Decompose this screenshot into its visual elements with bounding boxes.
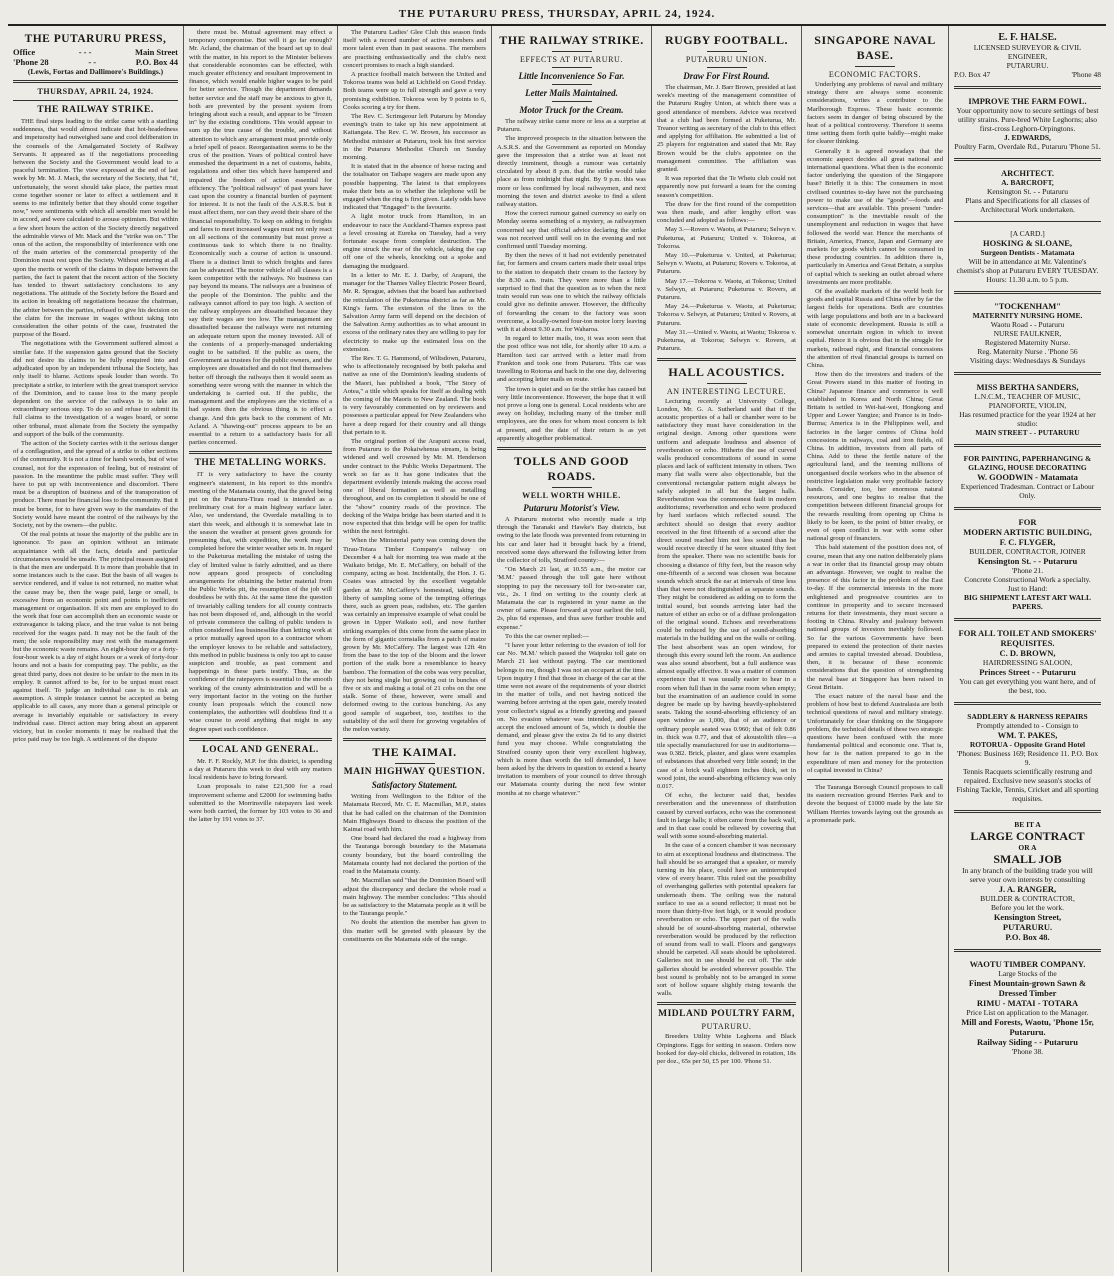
singapore-subhead: ECONOMIC FACTORS.	[828, 70, 922, 79]
ad-body: Tennis Racquets scientifically restrung and repaired. Exclusive new season's stocks of Fishing Tackle, Tennis, Cricket and all sporting requisites.	[956, 767, 1099, 803]
divider	[954, 86, 1101, 89]
ad-name: J. A. RANGER,	[998, 884, 1057, 894]
ad-address: Kensington St. - - Putaruru	[986, 187, 1069, 196]
ad-sanders	[954, 379, 1101, 440]
draw-entry: May 3.—Rovers v. Waotu, at Putaruru; Selwyn v. Puketurua, at Putaruru; United v. Tokoroa, at Tokoroa.	[657, 226, 796, 250]
divider	[954, 444, 1101, 447]
divider	[954, 618, 1101, 621]
ad-name: W. GOODWIN - Matamata	[977, 472, 1078, 482]
ad-place: PUTARURU.	[1006, 61, 1049, 70]
paragraph: The Putaruru Ladies' Glee Club this season finds itself with a record number of active members and more talent even than in past seasons. The members are practising enthusiastically and the club's next concert promises to reach a high standard.	[343, 29, 486, 69]
ad-name: NURSE FAULKNER,	[993, 329, 1062, 338]
ad-name: E. F. HALSE.	[998, 32, 1057, 43]
ad-body: Plans and Specifications for all classes of Architectural Work undertaken.	[965, 196, 1090, 214]
rugby-headline: RUGBY FOOTBALL.	[664, 33, 789, 47]
ad-line: Large Stocks of the	[998, 969, 1057, 978]
divider	[855, 66, 895, 67]
paragraph: It is stated that in the absence of horse racing and the totalisator on Taihape wagers are made upon any possible happening. The latest is that employees make their bets as to whether the telephone will be engaged when the ring is first given. Lately odds have indicated that "Engaged" is the favourite.	[343, 163, 486, 212]
ad-line: Finest Mountain-grown Sawn & Dressed Timber	[968, 978, 1087, 998]
singapore-body	[807, 81, 943, 775]
paragraph: Loan proposals to raise £21,500 for a road improvement scheme and £2000 for swimming baths submitted to the Morrinsville ratepayers last week were both carried, the former by 103 votes to 36 and the latter by 191 votes to 37.	[189, 783, 332, 824]
paragraph: One board had declared the road a highway from the Tauranga borough boundary to the Matamata county boundary, but the board controlling the Matamata county had not declared the portion of the road in the Matamata county.	[343, 835, 486, 876]
ad-barcroft	[954, 165, 1101, 217]
paragraph: This bald statement of the position does not, of course, mean that any one nation deliberately plans a war in order that its financial group may obtain an advantage. However, we ought to realise the presence of this factor in the problem of the East to-day. If the commercial interests in the more enlightened and progressive countries are to continue in prosperity and to secure increased returns for their investments, they must secure a footing in China. Rivalry and jealousy between national groups of investors inevitably followed. So far the various Governments have been prepared to extend the protection of their navies and armies to capital invested abroad. Doubtless, then, it is because of these economic considerations that the question of strengthening the naval base at Singapore has been raised in Great Britain.	[807, 544, 943, 691]
ad-hosking-sloane	[954, 226, 1101, 287]
ad-pakes	[954, 709, 1101, 806]
ad-role: BUILDER & CONTRACTOR,	[980, 894, 1075, 903]
ad-contact	[954, 70, 1101, 79]
poultry-headline: MIDLAND POULTRY FARM,	[658, 1009, 795, 1020]
ad-name: A. BARCROFT,	[1001, 178, 1054, 187]
paragraph: The Rev. T. G. Hammond, of Wiltsdown, Putaruru, who is affectionately recognised by both pakeha and native as one of the Dominion's leading students of the Maori, has published a book, "The Story of Aotea," a title which speaks for itself as dealing with the coming of the Maoris to New Zealand. The book is very favourably commented on by reviewers and possesses a particular appeal for New Zealanders who have a deep regard for their country and all things that pertain to it.	[343, 354, 486, 436]
paragraph: Generally it is agreed nowadays that the economic aspect decides all great national and international questions. What then is the economic factor underlying the question of the Singapore base? Briefly it is this: The consumers in most civilised countries to-day have not the purchasing power to make use of the "goods"—foods and services—that are available. This present "under-consumption" is the inevitable result of the unemployment and reduction in wages that have followed the world war. Hence the merchants of Britain, America, France, Japan and Germany are markets for goods which cannot be consumed in these producing countries. In addition there is, particularly in America and Great Britain, a surplus of capital which is seeking an outlet abroad where investments are more profitable.	[807, 147, 943, 286]
paragraph: The action of the Society carries with it the serious danger of a conflagration, and the spread of a strike to other sections of the community. It is not a time for harsh words, but of wise counsel, not for the expression of feeling, but of restraint of passion. In the meantime the public must suffer. They will have to put up with inconvenience and discomfort. There must be a disruption of business and of the transporation of produce. There must be financial loss to the community. But it must be borne, for to have given way to the mandates of the Society would have meant the control of the railways by the Society, not by the owners—the public.	[13, 439, 178, 529]
paragraph: To this the car owner replied:—	[505, 632, 589, 640]
divider	[552, 487, 592, 488]
divider	[707, 383, 747, 384]
phone-row	[13, 57, 178, 67]
tolls-subhead: WELL WORTH WHILE.	[522, 490, 621, 500]
ad-line: Price List on application to the Manager.	[966, 1008, 1089, 1017]
ad-address: Princes Street - - Putaruru	[979, 667, 1076, 677]
divider	[954, 810, 1101, 813]
divider	[552, 51, 592, 52]
paragraph: No doubt the attention the member has given to this matter will be greeted with pleasure by the constituents on the Matamata side of the range.	[343, 919, 486, 943]
publishers: (Lewis, Fortas and Dallimore's Buildings.)	[27, 67, 164, 76]
paragraph: When the Ministerial party was coming down the Tirau-Totara Timber Company's railway on December 4 a halt for morning tea was made at the Waikato bridge, Mr. E. McCaffery, on behalf of the company, acting as host. Incidentally, the Hon. J. G. Coates was attracted by the excellent vegetable garden at Mr. McCaffery's homestead, taking the liberty of sampling some of the tempting offerings there, such as green peas, radishes, etc. The garden was certainly an impressive example of what could be grown in Upper Waikato soil, and now further striking examples of this come from the same place in the form of gigantic cornstalks from a patch of maize grown by Mr. McCaffery. The largest was 12ft 4in from the base to the top of the bloom and the lower portion of the stalk bore a resemblance to heavy bamboo. The formation of the cobs was very peculiar, they not being single but growing out in bunches of five or six and making a total of 21 cobs on the one stalk. Some of these, however, were small and deformed owing to the curious bunching. As any good sample of sugarbeet, too, testifies to the suitability of the soil there for growing vegetables of the melon variety.	[343, 537, 486, 734]
paragraph: A Putaruru motorist who recently made a trip through the Taranaki and Hawke's Bay districts, but owing to the late floods was prevented from returning in his car and later had it brought back by a friend, received some days afterward the following letter from the collector of tolls, Stratford county:—	[497, 515, 646, 564]
ad-title: FOR ALL TOILET AND SMOKERS' REQUISITES.	[958, 628, 1097, 648]
ad-body: Experienced Tradesman. Contract or Labour Only.	[960, 482, 1095, 500]
ad-phone: 'Phone 21.	[1011, 566, 1044, 575]
paragraph: The exact nature of the naval base and the problem of how best to defend Australasia are both technical questions of naval and military strategy. Unfortunately for clear thinking on the Singapore problem, the technical details of these two strategic questions have been confused with the more fundamental political and economic one. That is, how far is the nation prepared to go in the expenditure of men and money for the protection of capital invested in China?	[807, 693, 943, 774]
divider	[189, 451, 332, 454]
divider	[497, 447, 646, 450]
issue-date: THURSDAY, APRIL 24, 1924.	[37, 87, 154, 96]
divider	[954, 507, 1101, 510]
metalling-headline: THE METALLING WORKS.	[194, 458, 327, 469]
ad-title: FOR PAINTING, PAPERHANGING & GLAZING, HOUSE DECORATING	[963, 454, 1092, 472]
ad-title: SADDLERY & HARNESS REPAIRS	[967, 712, 1088, 721]
paragraph: Of echo, the lecturer said that, besides reverberation and the unevenness of distribution caused by curved surfaces, echo was the commonest fault in large halls; it often came from the back wall, and in that case could be relieved by covering that wall with some sound-absorbing material.	[657, 792, 796, 841]
divider	[343, 738, 486, 741]
ad-name: MISS BERTHA SANDERS,	[976, 382, 1079, 392]
ad-name: J. EDWARDS,	[1004, 133, 1051, 142]
ad-name: WM. T. PAKES,	[997, 730, 1058, 740]
paragraph: IT is very satisfactory to have the county engineer's statement, in his report to this month's meeting of the Matamata county, that the gravel being put on the Putaruru-Tirau road is intended as a preliminary coat for a main highway surface later. Also, we understand, the Overdale metalling is to start this week, and although it is somewhat late in the season the weather at present gives grounds for presuming that, with expedition, the work may be completed before the winter weather sets in. In regard to the Puketurua metalling the mistake of using the clay of limited value is fairly admitted, and as there now appears good prospects of concluding arrangements for obtaining the better material from the Public Works pit, the resumption of the job will doubtless be with this. At the same time the question of invariably calling tenders for all county contracts has not been disposed of, and, although in the world of private commerce the calling of public tenders is often considered less businesslike than letting work at a price mutually agreed upon to a contractor whom the employer knows to be reliable and satisfactory, this method in public business is only too apt to cause suspicion and trouble, as past comment and happenings in these parts testify. Thus, as the confidence of the ratepayers is essential to the smooth working of the county administration and will be a very important factor in the voting on the further county loan proposals which the council now contemplates, the authorities will doubtless find it a wise course to avoid anything that might in any degree upset such confidence.	[189, 471, 332, 733]
kaimai-deck: Satisfactory Statement.	[371, 780, 458, 791]
ad-title: Surgeon Dentists - Matamata	[980, 248, 1075, 257]
ad-just: Just to Hand:	[1007, 584, 1048, 593]
paragraph: How then do the investors and traders of the Great Powers stand in this matter of footing in China? Japanese finance and commerce is well established in Korea and North China; Great Britain is settled in Wei-hai-wei, Hongkong and Upper and Lower Yangtze; and France is in Indo-Burma; America is in the Philippines well, and factories in the larger centres of China hold concessions in railways, coal and iron fields, oil China. In addition, investors from all parts of China. Add to these the fertile nature of the agricultural land, and the teeming millions of unorganised docile workers who in the absence of restrictive legislation make very profitable factory hands. Consider, too, her enormous natural resources, and one begins to realise that the competition between different financial groups for the rewards resulting from opening up China is likely to be keen, to the point of bitter rivalry, or even of open conflict in war with some other national group of financiers.	[807, 371, 943, 543]
paragraph: It was reported that the Te Whetu club could not apparently now put forward a team for the coming season's competition.	[657, 175, 796, 199]
acoustics-headline: HALL ACOUSTICS.	[668, 364, 785, 379]
ad-halse	[954, 29, 1101, 82]
office-dash: - - -	[78, 47, 92, 57]
divider	[807, 779, 943, 780]
ad-reg: Registered Maternity Nurse.	[984, 338, 1071, 347]
ad-title: ARCHITECT.	[1001, 168, 1054, 178]
ad-flyger	[954, 514, 1101, 614]
paragraph: Underlying any problems of naval and military strategy there are always some economic considerations, writes a contributor to the Marlborough Express. These basic economic factors seem in danger of being obscured by the heat of a political controversy. Therefore it seems time setting them forth quite baldly—might make for clearer thinking.	[807, 81, 943, 146]
paragraph: Of the available markets of the world both for goods and capital Russia and China offer by far the largest fields for operations. Both are countries with large populations and both are in a backward state of economic development. Russia is still a somewhat uncertain region in which to invest capital. Hence it is obvious that in the struggle for markets, railroad right, and financial concessions the attention of rival financial groups is turned on China.	[807, 288, 943, 369]
ad-body: Has resumed practice for the year 1924 at her studio:	[959, 410, 1096, 428]
column-4	[492, 26, 652, 1272]
ad-name: F. C. FLYGER,	[999, 537, 1056, 547]
rugby-subhead: PUTARURU UNION.	[685, 55, 768, 64]
ad-role: BUILDER, CONTRACTOR, JOINER	[969, 547, 1086, 556]
ad-for: FOR	[1018, 517, 1037, 527]
metalling-body	[189, 471, 332, 734]
column-6	[802, 26, 949, 1272]
tauranga-body	[807, 784, 943, 825]
strike-deck-2: Letter Mails Maintained.	[525, 88, 618, 98]
strike-deck-1: Little Inconvenience So Far.	[518, 71, 625, 81]
column-2	[184, 26, 338, 1272]
divider	[552, 84, 592, 85]
divider	[13, 100, 178, 101]
column-7-ads	[949, 26, 1106, 1272]
divider	[395, 763, 435, 764]
divider	[954, 372, 1101, 375]
ad-body: Will be in attendance at Mr. Valentine's chemist's shop at Putaruru EVERY TUESDAY.	[956, 257, 1099, 275]
local-news-body	[343, 29, 486, 734]
paragraph: The Rev. C. Scrimgeour left Putaruru by Monday evening's train to take up his new appointment at Kaitangata. The Rev. C. W. Brown, his successor as Methodist minister at Putaruru, took his first service in the Putaruru Methodist Church on Sunday morning.	[343, 113, 486, 162]
divider	[13, 80, 178, 83]
ad-address: Kensington St. - - Putaruru	[977, 556, 1078, 566]
ad-title: LICENSED SURVEYOR & CIVIL ENGINEER,	[973, 43, 1082, 61]
ad-line: SMALL JOB	[993, 852, 1062, 866]
paragraph: Writing from Wellington to the Editor of the Matamata Record, Mr. C. E. Macmillan, M.P., states that he had called on the chairman of the Dominion Main Highways Board to discuss the position of the Kaimai road with him.	[343, 793, 486, 834]
ad-name: HOSKING & SLOANE,	[982, 238, 1073, 248]
ad-shipment: BIG SHIPMENT LATEST ART WALL PAPERS.	[963, 593, 1091, 611]
paragraph: "I have your letter referring to the evasion of toll for car No. 'M.M.' which passed the Waipuku toll gate on March 21 last without paying. The car mentioned belongs to me, though I was not an occupant at the time. Upon inquiry I find that those in charge of the car at the time were not aware of the requirements of your district in the matter of tolls, and not having noticed the warning before arriving at the open gate, merely treated your collector's signal as a friendly greeting and passed on. No evasion whatever was intended, and please accept the enclosed amount of 5s, which is double the demand, and please give the extra 2s 6d to any district fund you may choose. While congratulating the Stratford county upon their very excellent highway, which is more than worth the toll demanded, I have been asked by the drivers in question to extend a hearty invitation to members of your council to drive through our Matamata county during the next few winter months at no charge whatever."	[497, 641, 646, 797]
ad-line: OR A	[1018, 843, 1037, 852]
ad-body: Your opportunity now to secure settings of best utility strains. Pure-bred White Leghorns; also first-cross Leghorn-Orpingtons.	[956, 106, 1099, 133]
ad-box: P.O. Box 47	[954, 70, 991, 79]
draw-entry: May 31.—United v. Waotu, at Waotu; Tokoroa v. Puketurua, at Tokoroa; Selwyn v. Rovers, at Putaruru.	[657, 328, 796, 353]
paragraph: The town is quiet and so far the strike has caused but very little inconvenience. However, the hope that it will not prove a long one is general. Local residents who are away on holiday, including many of the timber mill employees, are the ones for whom most concern is felt at present, and the date of their return is as yet apparently altogether problematical.	[497, 385, 646, 442]
editorial-continued	[189, 29, 332, 447]
divider	[954, 221, 1101, 222]
ad-address: Kensington Street,	[993, 912, 1062, 922]
paragraph: In regard to letter mails, too, it was soon seen that the post office was not idle, for shortly after 10 a.m. a Hamilton taxi car arrived with a letter mail from Frankton and took one from Putaruru. This car was travelling to Rotorua and back in the one day, delivering and accepting letter mails en route.	[497, 335, 646, 384]
draw-entry: May 17.—Tokoroa v. Waotu, at Tokoroa; United v. Selwyn, at Putaruru; Puketurua v. Rovers, at Putaruru.	[657, 277, 796, 302]
draw-entry: May 10.—Puketurua v. United, at Puketurua; Selwyn v. Waotu, at Putaruru; Rovers v. Tokoroa, at Putaruru.	[657, 252, 796, 276]
column-1	[8, 26, 184, 1272]
ad-address: Poultry Farm, Overdale Rd., Putaruru 'Phone 51.	[954, 142, 1101, 151]
paragraph: THE final steps leading to the strike came with a startling suddenness, that would almost indicate that hot-headedness and impetuosity had outweighed sane and cool deliberation in the counsels of the Amalgamated Society of Railway Servants. It appeared as if the negotiations proceeding between the Society and the Government would lead to a peaceful termination. The view expressed at the end of last week by Mr. M. J. Mack, the secretary of the Society, that "if, unfortunately, the worst should take place, the parties must come together sooner or later to effect a settlement and it seems to me infinitely better that they should come together now," were sentiments with which all sensible men would be in accord, and were calculated to arouse optimism. But within a few short hours the action of the Society directly negatived the admirable views of Mr. Mack and the "strike was on." The onus of the action, the responsibility of interference with one of the main arteries of the commercial prosperity of the Dominion must rest upon the Society. Without entering at all upon the merits or worth of the claims in dispute between the parties, the fact is patent that the recent action of the Society has tended to thwart satisfactory conclusions to any negotiations. The attitude of the Society before the Board and its action in breaking off negotiations because the chairman, the arbiter between the parties, refused to give his decision on the claim for the increase in wages without taking into consideration the other points of the case, frustrated the purpose of the Board.	[13, 118, 178, 339]
ad-phone: 'Phone 48	[1071, 70, 1101, 79]
ad-title: L.N.C.M., TEACHER OF MUSIC, PIANOFORTE, VIOLIN,	[974, 392, 1081, 410]
draw-entry: May 24.—Puketurua v. Waotu, at Puketurua; Tokoroa v. Selwyn, at Putaruru; United v. Rovers, at Putaruru.	[657, 303, 796, 327]
ad-visiting: Visiting days: Wednesdays & Sundays	[969, 356, 1086, 365]
paragraph: Mr. F. F. Rockly, M.P. for this district, is spending a day at Putaruru this week to deal with any matters local residents have to bring forward.	[189, 757, 332, 782]
divider	[657, 1002, 796, 1005]
kaimai-headline: THE KAIMAI.	[372, 745, 457, 760]
strike-deck-3: Motor Truck for the Cream.	[519, 105, 624, 115]
ad-title: "TOCKENHAM"	[994, 301, 1061, 311]
tolls-body	[497, 516, 646, 798]
divider	[954, 158, 1101, 161]
ad-address: ROTORUA - Opposite Grand Hotel	[969, 740, 1086, 749]
ad-line: Railway Siding - - Putaruru	[976, 1037, 1079, 1047]
ad-name: C. D. BROWN,	[999, 648, 1056, 658]
paragraph: Mr. Macmillan said "that the Dominion Board will adjust the discrepancy and declare the whole road a main highway. The member concludes: "This should be as satisfactory to the Matamata people as it will be to the Tauranga people."	[343, 877, 486, 918]
ad-phone: 'Phones: Business 169; Residence 11. P.O. Box 9.	[956, 749, 1099, 767]
paragraph: In a letter to Mr. E. J. Darby, of Arapuni, the manager for the Thames Valley Electric Power Board, Mr. R. Sprague, advises that the board has authorised the reticulation of the Puketurua district as far as Mr. King's farm. The extension of the lines to the Salvation Army farm will depend on the decision of the Salvation Army authorities as to what amount in excess of the ordinary rates they are willing to pay for electricity to make up the estimated loss on the extension.	[343, 271, 486, 353]
paragraph: A light motor truck from Hamilton, in an endeavour to race the Auckland-Thames express past a level crossing at Eureka on Tuesday, had a very fortunate escape from complete destruction. The engine struck the rear of the vehicle, taking the cap off one of the wheels, knocking out a spoke and damaging the mudguard.	[343, 213, 486, 270]
rugby-deck: Draw For First Round.	[683, 71, 770, 81]
ad-subtitle: MATERNITY NURSING HOME.	[972, 311, 1083, 320]
ad-role: HAIRDRESSING SALOON,	[982, 658, 1073, 667]
editorial-headline: THE RAILWAY STRIKE.	[37, 105, 154, 115]
tolls-deck: Putaruru Motorist's View.	[523, 502, 620, 513]
phone-label: 'Phone 28	[13, 57, 49, 67]
ad-ranger	[954, 817, 1101, 945]
paragraph: In the case of a concert chamber it was necessary to aim at exceptional loudness and distinctness. The hall should be so arranged that a speaker, or merely turning in his place, could have an uninterrupted view of every hearer. This ruled out the possibility of overhanging galleries with potential speakers far underneath them. The ceiling was the natural surface to use as a sound reflector; it must not be more than thirty-five feet high, or it would produce reverberation or echo. The upper part of the walls should be of sound-absorbing material, otherwise reverberation would be produced by the reflection of sound from wall to wall. Floors and gangways should be carpeted. All seats should be upholstered. Galleries not in use should be cut off. The side galleries should be avoided wherever possible. The best sound is probably not to be arranged in some sort of hollow square slightly rising towards the walls.	[657, 842, 796, 998]
ad-line: Mill and Forests, Waotu, 'Phone 15r, Putaruru.	[961, 1017, 1094, 1037]
ad-subtitle: MODERN ARTISTIC BUILDING,	[963, 527, 1092, 537]
paragraph: The draw for the first round of the competition was then made, and after lengthy effort was concluded and adopted as follows:—	[657, 200, 796, 225]
ad-line: 'Phone 38.	[1011, 1047, 1044, 1056]
ad-title: IMPROVE THE FARM FOWL.	[968, 96, 1087, 106]
paragraph: How the correct rumour gained currency so early on Monday seems something of a mystery, as railwaymen concerned say that official advice declaring the strike was not received until well on in the evening and not confirmed until Tuesday morning.	[497, 210, 646, 251]
singapore-headline: SINGAPORE NAVAL BASE.	[814, 33, 936, 62]
ad-hours: Hours: 11.30 a.m. to 5 p.m.	[986, 275, 1069, 284]
paragraph: The Tauranga Borough Council proposes to call its eastern recreation ground Herries Park and to devote the bequest of £1000 made by the late Sir William Herries towards laying out the grounds as a promenade park.	[807, 784, 943, 824]
acoustics-subhead: AN INTERESTING LECTURE.	[666, 386, 787, 396]
ad-line: RIMU - MATAI - TOTARA	[976, 998, 1079, 1008]
paragraph: A practice football match between the United and Tokoroa teams was held at Lichfield on Good Friday. Both teams were up to full strength and gave a very promising exhibition. Tokoroa won by 9 points to 6, Cooks scoring a try for them.	[343, 71, 486, 111]
ad-card: [A CARD.]	[1010, 229, 1045, 238]
paragraph: The chairman, Mr. J. Barr Brown, presided at last week's meeting of the management committee of the Putaruru Rugby Union, at which there was a good attendance of members. Advice was received that a club had been formed at Puketurua, Mr. Treanor writing as secretary of the club to this effect and applying for affiliation. He submitted a list of 25 players for registration and stated that Mr. Ray Brown would be the club's appointee on the management committee. The affiliation was granted.	[657, 84, 796, 174]
local-general-headline: LOCAL AND GENERAL.	[202, 744, 319, 755]
rugby-body	[657, 84, 796, 354]
paragraph: Of the real points at issue the majority of the public are in ignorance. To pass an opinion without an intimate acquaintance with all the facts, details and particular circumstances would be unsafe. The principal reason assigned is that the men are underpaid. It is more than probable that in some instances such is the case. But the basis of all wages is service rendered, and if value is not returned, no matter what the cause may be, then the wage paid, large or small, is excessive from an economic point and points to inefficient management or organisation. If six men are employed to do the work that four can accomplish then an economic waste or extravagance is taking place, and the true value is not being received for the wages paid. It may not be the fault of the men; the sole responsibility may rest with the management but the economic waste remains. An eight-hour day or a forty-four-hour week is a day of eight hours or a week of forty-four hours and not a basis for computing pay. The public, as the great third party, does not desire to be unfair to the men in its employ. It cannot afford to be, for to be unjust must react against itself. To judge an individual case is to risk an assumption. A simple instance cannot be accepted as being applicable to all cases, any more than a general principle or average is invariably equitable or satisfactory in every individual case. Direct action may bring about an apparent victory, but in cooler moments it may be realised that the price paid may be too high. A settlement of the dispute	[13, 531, 178, 744]
poultry-body	[657, 1033, 796, 1066]
editorial-body	[13, 118, 178, 744]
divider	[552, 101, 592, 102]
ad-phone: Reg. Maternity Nurse . 'Phone 56	[977, 347, 1078, 356]
ad-title: WAOTU TIMBER COMPANY.	[969, 959, 1086, 969]
ad-box: P.O. Box 48.	[1005, 932, 1050, 942]
phone-value: P.O. Box 44	[135, 57, 178, 67]
divider	[189, 738, 332, 741]
office-value: Main Street	[134, 47, 178, 57]
paragraph: The improved prospects in the situation between the A.S.R.S. and the Government as reported on Monday gave the impression that a strike was at least not directly imminent, though a rumour was certainly circulated by about 8 p.m. that the strike would take place as from midnight that night. By 9 p.m. this was more or less confirmed by local railwaymen, and next morning the town and district awoke to find a silent railway station.	[497, 135, 646, 209]
ad-body: You can get everything you want here, and of the best, too.	[959, 677, 1096, 695]
paragraph: "On March 21 last, at 10.55 a.m., the motor car 'M.M.' passed through the toll gate here without stopping to pay the necessary toll for two-seater car, viz., 2s. I find on writing to the county clerk at Matamata the car is registered in your name as the owner of same. Please forward at your earliest the toll, 2s, plus 6d expenses, and thus save further trouble and expense."	[497, 566, 646, 631]
office-label: Office	[13, 47, 36, 57]
tolls-headline: TOLLS AND GOOD ROADS.	[514, 453, 629, 483]
divider	[954, 702, 1101, 705]
divider	[657, 358, 796, 361]
ad-brown	[954, 625, 1101, 698]
columns	[8, 26, 1106, 1272]
paragraph: The negotiations with the Government suffered almost a similar fate. If the suspension gains ground that the Society did not desire its claims to be fully enquired into and adjudicated upon by an independent tribunal the Society, has only itself to blame. Actions speak louder than words. To precipitate a strike, to interfere with the great transport service of the Dominion, and to cause loss to the many people dependent on the service of the railways is to take an extraordinary serious step. To do so and refuse to submit its full claims to the investigation of a wages board, or some other tribunal, must alienate from the Society the sympathy and support of the bulk of the community.	[13, 340, 178, 438]
strike-headline: THE RAILWAY STRIKE.	[499, 33, 644, 47]
ad-line: LARGE CONTRACT	[970, 829, 1085, 843]
ad-body: In any branch of the building trade you will serve your own interests by consulting	[962, 866, 1093, 884]
divider	[552, 67, 592, 68]
paragraph: there must be. Mutual agreement may effect a temporary compromise. But will it go far enough? Mr. Acland, the chairman of the board set up to deal with the matter, in his report to the Minister believes that considerable economies can be effected, with much greater efficiency and resultant improvement in finance, which would enable higher wages to be paid for better service. Though the department demands better service and the staff may be anxious to give it, both are prevented by the present system from bringing about such a result, and appear to be "frozen in" by the existing conditions. This would appear to sum up the true cause of the trouble, and without attention to which any arrangement must provide only a brief spell of peace. Reorganisation seems to be the crux of the position. Years of political control have enmeshed the department in a net of customs, habits, regulations and other ties which have hampered and impaired the freedom of action essential for efficiency. The "political railways" of past years have cast upon the country a financial burden of payment for interest. It is not the fault of the A.S.R.S. but it must affect them, nor can they avoid their share of the financial responsibility. To keep on adding to freights and fares to meet increased wages must not only react on all sections of the community but must prove a continuous task to which there is no finality. Economically such a course of action is unsound. There is a distinct limit to which freights and fares can be advanced. The motor vehicle of all classes is a keen competitor with the railways. No business can pay beyond its means. The railways are a business of the people of the Dominion. The public and the railways cannot afford to pay too high. A section of the railway employees are dissatisfied because they say their wages are too low. The management are dissatisfied because the railways were not returning an adequate return upon the money invested. All of the contents of a properly-managed undertaking ought to be satisfied. If the public as users, the Government as trustees for the public owners, and the employees are dissatisfied and do not find themselves better off through the railways then it would seem as something were wrong with the manner in which the undertaking is carried out. If the public, the management and the employees are the victims of a bad system then the obvious thing is to effect a change. And this gets back to the comment of Mr. Acland. A "thawing-out" process appears to be an essential to a return to a satisfactory basis for all parties concerned.	[189, 29, 333, 447]
ad-address: MAIN STREET - - PUTARURU	[975, 428, 1080, 437]
divider	[707, 67, 747, 68]
ad-goodwin	[954, 451, 1101, 503]
poultry-subhead: PUTARURU.	[701, 1022, 752, 1032]
strike-subhead: EFFECTS AT PUTARURU.	[519, 55, 623, 64]
column-5	[652, 26, 802, 1272]
kaimai-subhead: MAIN HIGHWAY QUESTION.	[343, 767, 486, 778]
ad-tockenham	[954, 298, 1101, 368]
paragraph: By then the news of it had not evidently penetrated far, for farmers and cream carters made their usual trips to the station to despatch their cream to the factory by the 8.30 a.m. train. They were more than a little surprised to find that the question as to when the next train would run was one to which the railway officials could give no definite answer. However, the difficulty of forwarding the cream to the factory was soon overcome, a locally-owned four-ton motor lorry leaving with it at about 9.30 a.m. for Waharoa.	[497, 252, 646, 334]
ad-address: PUTARURU.	[1002, 922, 1053, 932]
ad-body: Concrete Constructional Work a specialty.	[964, 575, 1091, 584]
ad-waotu-timber	[954, 956, 1101, 1059]
ad-subtitle: Promptly attended to - Consign to	[976, 721, 1079, 730]
ad-note: Before you let the work.	[990, 903, 1065, 912]
phone-dash: - -	[88, 57, 97, 67]
local-general-body	[189, 758, 332, 825]
paragraph: The original portion of the Arapuni access road, from Putaruru to the Pokaiwhenua stream, is being widened and well crowned by Mr. M. Henderson under contract to the Public Works Department. The work so far as it has gone indicates that the department evidently intends making the access road one of liberal formation as well as metalling throughout, and on its completion it should be one of the "show" country roads of the province. The decking of the Waipa bridge has been started and it is now expected that this bridge will be open for traffic within the next fortnight.	[343, 437, 486, 536]
divider	[954, 291, 1101, 294]
ad-edwards	[954, 93, 1101, 154]
acoustics-body	[657, 398, 796, 999]
office-row	[13, 47, 178, 57]
kaimai-body	[343, 793, 486, 944]
paragraph: The railway strike came more or less as a surprise at Putaruru.	[497, 118, 646, 134]
paper-name: THE PUTARURU PRESS,	[24, 33, 167, 45]
column-3	[338, 26, 492, 1272]
ad-line: BE IT A	[1014, 820, 1041, 829]
masthead: THE PUTARURU PRESS, THURSDAY, APRIL 24, 1924.	[8, 4, 1106, 26]
paragraph: Breeders Utility White Leghorns and Black Orpingtons. Eggs for setting in season. Orders now booked for day-old chicks, delivered in rotation, 18s per doz., 65s per 50, £5 per 100. 'Phone 51.	[657, 1033, 796, 1065]
divider	[707, 51, 747, 52]
strike-body	[497, 118, 646, 443]
paragraph: Lecturing recently at University College, London, Mr. G. A. Sutherland said that if the acoustic properties of a hall or chamber were to be satisfactory they must have consideration in the original design. Among other questions were uniform and adequate loudness and absence of reverberation or echo. Hitherto the use of curved walls produced concentrations of sound in some places and lack of sufficient intensity in others. Two many flat walls were also objectionable, but the conventional rectangular pattern might always be safely adopted in all but the largest halls. Reverberation was the commonest fault in modern auditoriums; reverberation and echo were produced by hard surfaces which reflected sound. The architect should so design that every auditor received in the first fifteenth of a second after the direct sound reached him not less sound than he would receive directly if he were situated fifty feet from the speaker. There was no scientific basis for choosing a distance of fifty feet, but the reason why one-fifteenth of a second was chosen was because sounds which struck the ear at intervals of time less than that were not distinguished as separate sounds. They might be considered as adding on to form the initial sound, but sounds arriving later had the nature of either an echo or of a diffuse prolongation of the original sound. Echoes and reverberations could be reduced by the use of sound-absorbing materials in the building and on the walls or ceiling. The best absorbent was an open window, for through this every sound left the room. An audience was also sound absorbent, but a full audience was almost equally effective. It was a matter of common experience that it was usually easier to hear in a room when full than in the same room when empty; but the examination of an audience could in some degree be made up by having heavily-upholstered seats. Taking the sound-absorbing efficiency of an open window as 1,000, that of an audience or ordinary people seated was 0.960; that of felt 0.86 in. thick was 0.77, and that of akoustolith tiles—a tile specially manufactured for use in auditoriums—was 0.382. Brick, plaster, and glass were examples of substances that absorbed very little sound; in the case of a brick wall eighteen inches thick, set in wood joint, the sound-absorbing efficiency was only 0.017.	[657, 397, 796, 791]
divider	[954, 949, 1101, 952]
ad-address: Waotu Road - - Putaruru	[990, 320, 1065, 329]
